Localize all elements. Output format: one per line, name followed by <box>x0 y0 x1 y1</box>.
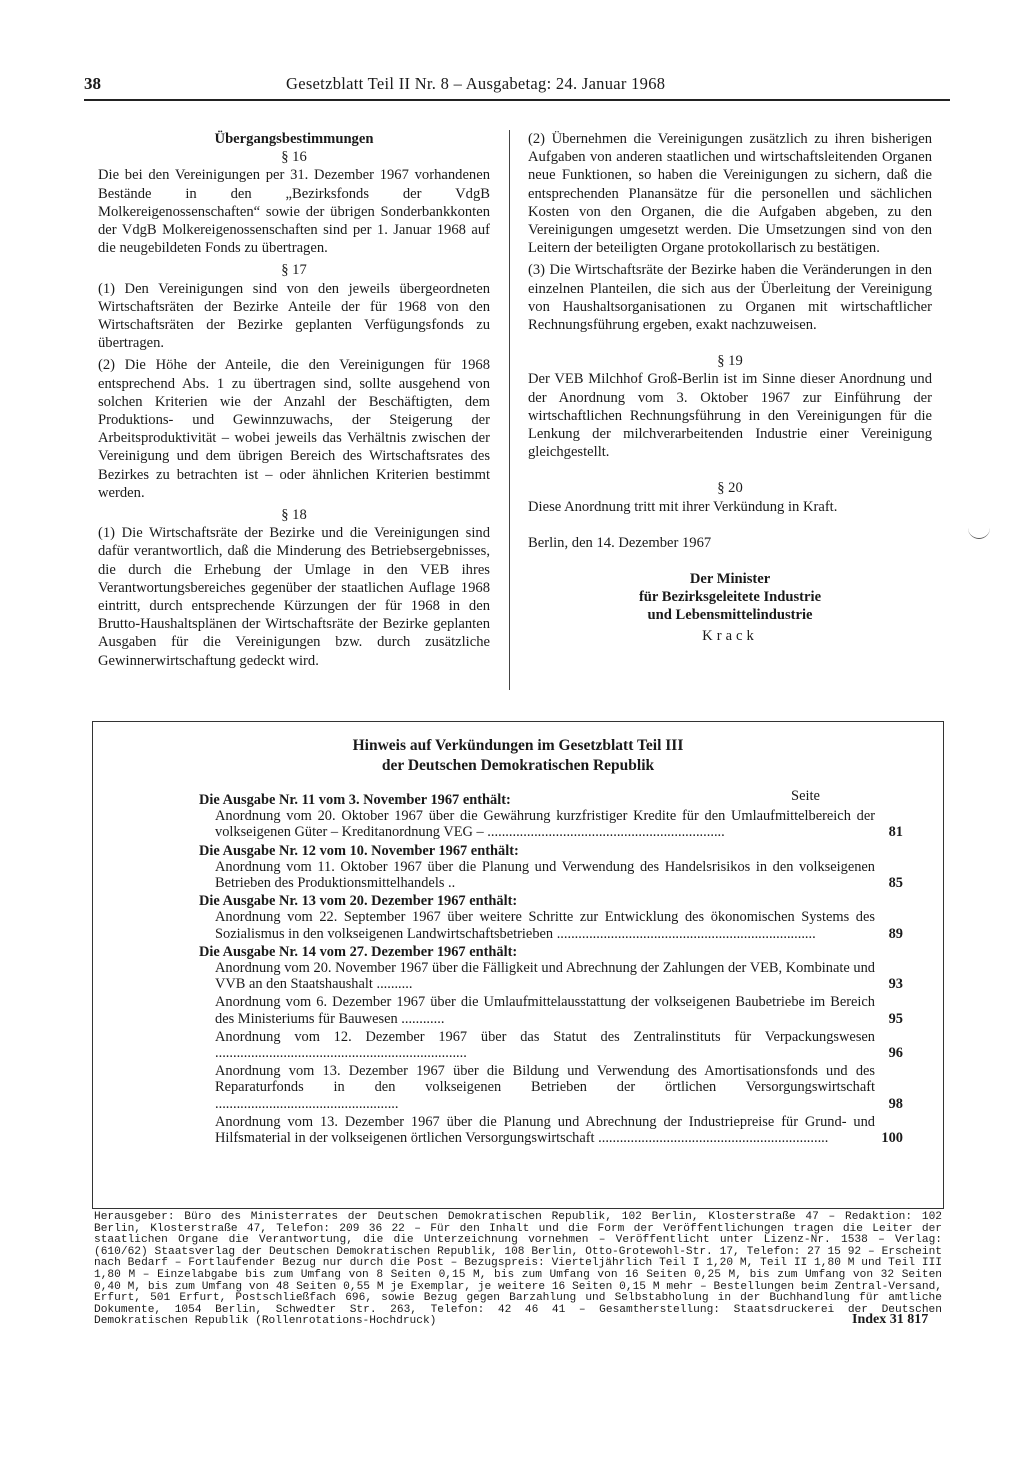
notice-entry-page: 95 <box>888 1010 903 1027</box>
page-header <box>84 72 950 98</box>
issue-heading: Die Ausgabe Nr. 11 vom 3. November 1967 enthält: <box>199 792 511 808</box>
section-title: Übergangsbestimmungen <box>214 131 374 147</box>
notice-entry-page: 100 <box>881 1130 903 1147</box>
paragraph-18-number: § 18 <box>281 507 307 524</box>
notice-entry-text: Anordnung vom 11. Oktober 1967 über die Planung und Verwendung des Handelsrisikos in den volkseigenen Betrieben des Produktionsmittelhandels .. <box>215 858 875 892</box>
signature-title: Der Minister <box>689 571 771 588</box>
paragraph-20-text: Diese Anordnung tritt mit ihrer Verkündung in Kraft. <box>528 498 838 515</box>
paragraph-17-clause-2: (2) Die Höhe der Anteile, die den Vereinigungen für 1968 entsprechend Abs. 1 zu übertragen sind, sollte ausgehend von solchen Kriterien wie der Anzahl der Beschäftigten, dem Produktions- und Gewinnzuwachs, der Steigerung der Arbeitsproduktivität – wobei jeweils das Verhältnis zwischen der Vereinigung und dem übrigen Bereich des Wirtschaftsrates des Bezirkes zu betrachten ist – oder ähnlichen Kriterien bestimmt werden. <box>98 357 490 501</box>
notice-entry-text: Anordnung vom 20. Oktober 1967 über die Gewährung kurzfristiger Kredite für den Umlaufmittelbereich der volkseigenen Güter – Kreditanordnung VEG – .................................................................. <box>215 808 875 841</box>
signature-ministry-2: und Lebensmittelindustrie <box>647 607 813 624</box>
paragraph-20-number: § 20 <box>717 480 743 497</box>
notice-box <box>92 721 944 1209</box>
paragraph-18-clause-3: (3) Die Wirtschaftsräte der Bezirke haben die Veränderungen in den einzelnen Planteilen, die sich aus der Überleitung der Vereinigung von Haushaltsorganisationen zu Organen mit wirtschaftlicher Rechnungsführung ergeben, exakt nachzuweisen. <box>528 262 932 334</box>
imprint-text: Herausgeber: Büro des Ministerrates der Deutschen Demokratischen Republik, 102 Berlin, Klosterstraße 47 – Redaktion: 102 Berlin, Klosterstraße 47, Telefon: 209 36 22 – Für den Inhalt und die Form der Veröffentlichungen tragen die Leiter der staatlichen Organe die Verantwortung, die die Unterzeichnung vornehmen – Veröffentlicht unter Lizenz-Nr. 1538 – Verlag: (610/62) Staatsverlag der Deutschen Demokratischen Republik, 108 Berlin, Otto-Grotewohl-Str. 17, Telefon: 27 15 92 – Erscheint nach Bedarf – Fortlaufender Bezug nur durch die Post – Bezugspreis: Vierteljährlich Teil I 1,20 M, Teil II 1,80 M und Teil III 1,80 M – Einzelabgabe bis zum Umfang von 8 Seiten 0,15 M, bis zum Umfang von 16 Seiten 0,25 M, bis zum Umfang von 32 Seiten 0,40 M, bis zum Umfang von 48 Seiten 0,55 M je Exemplar, je weitere 16 Seiten 0,15 M mehr – Bestellungen beim Zentral-Versand, Erfurt, 501 Erfurt, Postschließfach 696, sowie Bezug gegen Barzahlung und Selbstabholung in der Buchhandlung für amtliche Dokumente, 1054 Berlin, Schwedter Str. 263, Telefon: 42 46 41 – Gesamtherstellung: Staatsdruckerei der Deutschen Demokratischen Republik (Rollenrotations-Hochdruck) <box>94 1211 942 1328</box>
index-number: Index 31 817 <box>852 1312 929 1327</box>
notice-title <box>93 736 943 776</box>
notice-entry <box>199 808 903 841</box>
notice-entry <box>199 1113 903 1147</box>
paragraph-16-text: Die bei den Vereinigungen per 31. Dezember 1967 vorhandenen Bestände in den „Bezirksfonds der VdgB Molkereigenossenschaften“ sowie der übrigen Sonderbankkonten der VdgB Molkereigenossenschaften sind per 1. Januar 1968 auf die neugebildeten Fonds zu übertragen. <box>98 167 490 257</box>
seite-column-label: Seite <box>791 788 820 804</box>
paragraph-17-number: § 17 <box>281 262 307 279</box>
paragraph-17-clause-1: (1) Den Vereinigungen sind von den jeweils übergeordneten Wirtschaftsräten der Bezirke Anteile der für 1968 von den Wirtschaftsräten der Bezirke geplanten Verfügungsfonds zu übertragen. <box>98 280 490 352</box>
notice-entry-text: Anordnung vom 20. November 1967 über die Fälligkeit und Abrechnung der Zahlungen der VEB, Kombinate und VVB an den Staatshaushalt .......... <box>215 960 875 993</box>
notice-entry-text: Anordnung vom 13. Dezember 1967 über die Bildung und Verwendung des Amortisationsfonds und des Reparaturfonds in den volkseigenen Betrieben der örtlichen Versorgungswirtschaft ................................................... <box>215 1063 875 1112</box>
signature-ministry-1: für Bezirksgeleitete Industrie <box>638 589 822 606</box>
paragraph-19-text: Der VEB Milchhof Groß-Berlin ist im Sinne dieser Anordnung und der Anordnung vom 3. Oktober 1967 zur Einführung der wirtschaftlichen Rechnungsführung in den Vereinigungen für die Lenkung der milchverarbeitenden Industrie einer Vereinigung gleichgestellt. <box>528 371 932 461</box>
notice-entry-page: 96 <box>888 1045 903 1062</box>
notice-title-line-1: Hinweis auf Verkündungen im Gesetzblatt Teil III <box>352 737 684 754</box>
column-divider <box>509 130 510 690</box>
notice-entry-page: 98 <box>888 1095 903 1112</box>
notice-entry <box>199 1063 903 1112</box>
header-rule <box>84 99 950 101</box>
place-and-date: Berlin, den 14. Dezember 1967 <box>528 534 712 551</box>
notice-entry-page: 93 <box>888 976 903 993</box>
notice-entry <box>199 909 903 942</box>
notice-entry <box>199 994 903 1027</box>
notice-entry-page: 85 <box>888 875 903 892</box>
page-number: 38 <box>84 74 101 93</box>
issue-heading: Die Ausgabe Nr. 12 vom 10. November 1967 enthält: <box>199 842 519 859</box>
notice-entry-text: Anordnung vom 22. September 1967 über weitere Schritte zur Entwicklung des ökonomischen Systems des Sozialismus in den volkseigenen Landwirtschaftsbetrieben ........................................................................ <box>215 909 875 942</box>
paragraph-18-clause-2: (2) Übernehmen die Vereinigungen zusätzlich zu ihren bisherigen Aufgaben von anderen staatlichen und wirtschaftsleitenden Organen neue Funktionen, so haben die Vereinigungen zu sichern, daß die entsprechenden Planansätze für die personellen und sächlichen Kosten von den Organen, die die Aufgaben abgeben, zu den Vereinigungen umgesetzt werden. Die Umsetzungen sind von den Leitern der beteiligten Organe protokollarisch zu bestätigen. <box>528 131 932 257</box>
left-column <box>98 130 490 674</box>
paragraph-16-number: § 16 <box>281 149 307 166</box>
issue-heading: Die Ausgabe Nr. 14 vom 27. Dezember 1967 enthält: <box>199 943 518 960</box>
issue-heading: Die Ausgabe Nr. 13 vom 20. Dezember 1967 enthält: <box>199 893 518 910</box>
notice-entry-text: Anordnung vom 13. Dezember 1967 über die Planung und Abrechnung der Industriepreise für Grund- und Hilfsmaterial in der volkseigenen örtlichen Versorgungswirtschaft ................................................................ <box>215 1113 875 1147</box>
notice-entry <box>199 1028 903 1062</box>
notice-entry-text: Anordnung vom 6. Dezember 1967 über die Umlaufmittelausstattung der volkseigenen Baubetriebe im Bereich des Ministeriums für Bauwesen ............ <box>215 994 875 1027</box>
notice-list <box>199 792 903 1148</box>
notice-entry-page: 89 <box>888 925 903 942</box>
notice-entry <box>199 960 903 993</box>
notice-title-line-2: der Deutschen Demokratischen Republik <box>381 757 655 774</box>
paragraph-18-clause-1: (1) Die Wirtschaftsräte der Bezirke und die Vereinigungen sind dafür verantwortlich, daß die Minderung des Betriebsergebnisses, die durch die Erhebung der Umlage in den VEB ihres Verantwortungsbereiches gegenüber der staatlichen Auflage 1968 eintritt, durch entsprechende Kürzungen der für 1968 in den Brutto-Haushaltsplänen der Wirtschaftsräte der Bezirke geplanten Ausgaben für die Vereinigungen bzw. durch zusätzliche Gewinnerwirtschaftung gedeckt wird. <box>98 525 490 669</box>
running-title: Gesetzblatt Teil II Nr. 8 – Ausgabetag: 24. Januar 1968 <box>286 74 666 93</box>
margin-mark <box>968 528 990 539</box>
notice-entry-text: Anordnung vom 12. Dezember 1967 über das Statut des Zentralinstituts für Verpackungswesen ...................................................................... <box>215 1028 875 1062</box>
paragraph-19-number: § 19 <box>717 353 743 370</box>
notice-entry <box>199 858 903 892</box>
right-column <box>528 130 932 645</box>
signature-name: Krack <box>702 627 758 644</box>
notice-entry-page: 81 <box>888 824 903 841</box>
